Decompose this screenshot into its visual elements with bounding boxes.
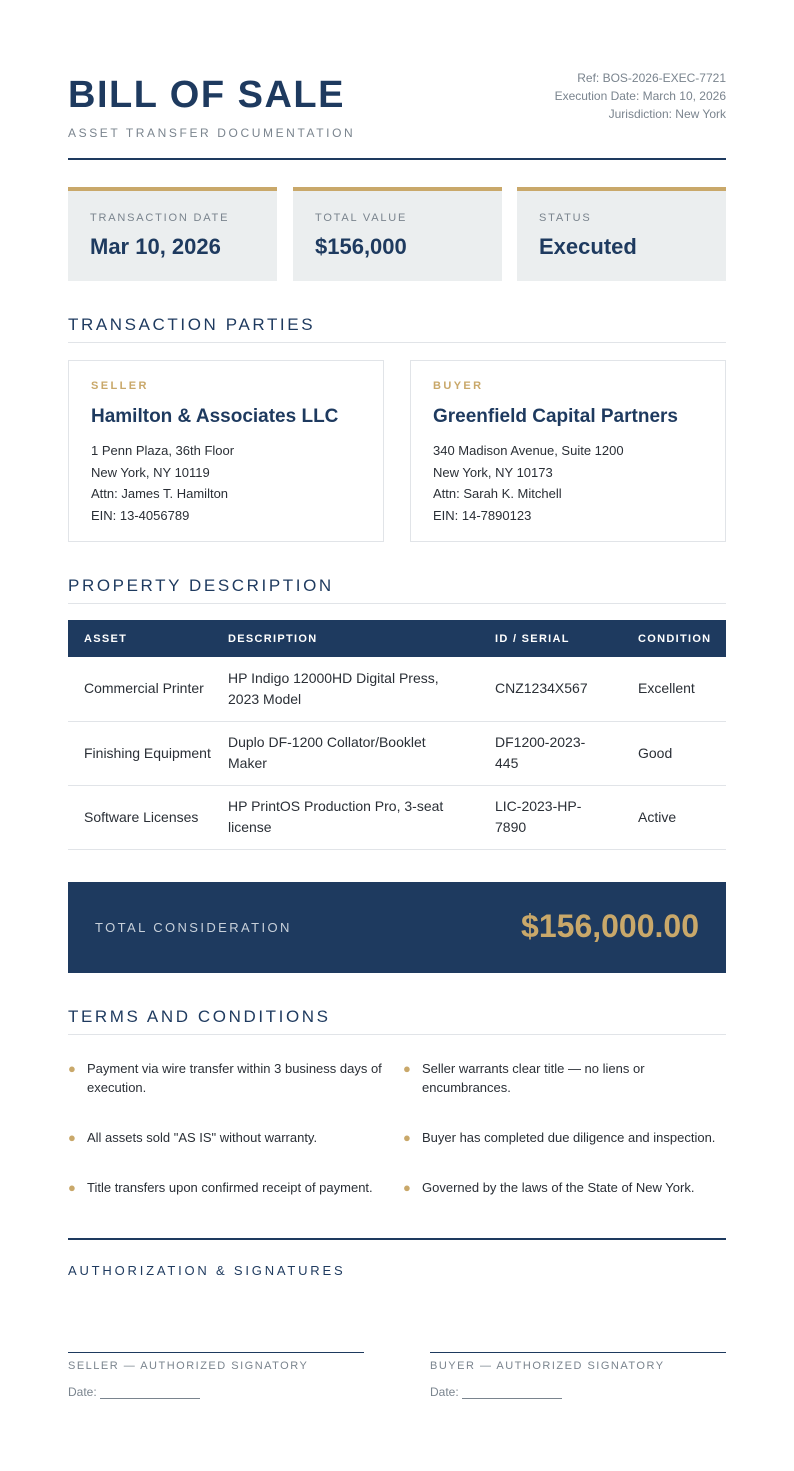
buyer-signature-label: BUYER — AUTHORIZED SIGNATORY: [430, 1360, 665, 1372]
seller-date-label: Date:: [68, 1385, 97, 1399]
column-header-condition: CONDITION: [622, 620, 726, 657]
seller-signature-line[interactable]: [68, 1352, 364, 1353]
document-title: BILL OF SALE: [68, 74, 345, 116]
buyer-details: [433, 440, 624, 526]
summary-cards: [68, 187, 726, 281]
column-header-serial: ID / SERIAL: [479, 620, 622, 657]
total-consideration-band: [68, 882, 726, 973]
buyer-signature-block: [430, 1352, 726, 1399]
table-row: [68, 721, 726, 785]
buyer-card: [410, 360, 726, 542]
seller-signature-label: SELLER — AUTHORIZED SIGNATORY: [68, 1360, 309, 1372]
reference-number: Ref: BOS-2026-EXEC-7721: [577, 71, 726, 85]
bullet-icon: ●: [403, 1061, 411, 1076]
term-item: [68, 1178, 398, 1197]
table-header-row: [68, 620, 726, 657]
serial-cell: LIC-2023-HP-7890: [479, 785, 622, 849]
description-cell: HP PrintOS Production Pro, 3-seat license: [212, 785, 479, 849]
term-item: [68, 1059, 398, 1097]
seller-attention: Attn: James T. Hamilton: [91, 486, 229, 501]
buyer-attention: Attn: Sarah K. Mitchell: [433, 486, 562, 501]
description-cell: HP Indigo 12000HD Digital Press, 2023 Model: [212, 657, 479, 721]
property-table: [68, 620, 726, 850]
buyer-role: BUYER: [433, 380, 484, 392]
buyer-signature-line[interactable]: [430, 1352, 726, 1353]
asset-cell: Software Licenses: [68, 785, 212, 849]
serial-cell: DF1200-2023-445: [479, 721, 622, 785]
seller-card: [68, 360, 384, 542]
term-text: Buyer has completed due diligence and inspection.: [422, 1130, 716, 1145]
summary-card-value: $156,000: [315, 234, 407, 259]
bullet-icon: ●: [68, 1061, 76, 1076]
condition-cell: Excellent: [622, 657, 726, 721]
signature-divider: [68, 1238, 726, 1240]
summary-card-label: STATUS: [539, 212, 592, 224]
document-header: [68, 0, 726, 160]
seller-details: [91, 440, 234, 526]
jurisdiction: Jurisdiction: New York: [608, 107, 726, 121]
table-row: [68, 785, 726, 849]
summary-card-transaction-date: [68, 187, 277, 281]
table-row: [68, 657, 726, 721]
bullet-icon: ●: [403, 1130, 411, 1145]
summary-card-label: TOTAL VALUE: [315, 212, 408, 224]
bullet-icon: ●: [68, 1130, 76, 1145]
seller-date-row: [68, 1385, 364, 1399]
seller-name: Hamilton & Associates LLC: [91, 406, 339, 427]
summary-card-total-value: [293, 187, 502, 281]
summary-card-status: [517, 187, 726, 281]
summary-card-label: TRANSACTION DATE: [90, 212, 230, 224]
buyer-date-row: [430, 1385, 726, 1399]
serial-cell: CNZ1234X567: [479, 657, 622, 721]
seller-ein: EIN: 13-4056789: [91, 507, 190, 523]
column-header-asset: ASSET: [68, 620, 212, 657]
total-consideration-label: TOTAL CONSIDERATION: [95, 920, 292, 935]
seller-role: SELLER: [91, 380, 149, 392]
summary-card-value: Executed: [539, 234, 637, 259]
term-item: [403, 1178, 733, 1197]
summary-card-value: Mar 10, 2026: [90, 234, 221, 259]
execution-date: Execution Date: March 10, 2026: [554, 89, 726, 103]
term-text: Governed by the laws of the State of New York.: [422, 1180, 695, 1195]
bullet-icon: ●: [403, 1180, 411, 1195]
seller-signature-block: [68, 1352, 364, 1399]
term-item: [68, 1128, 398, 1147]
document-meta: [555, 69, 726, 123]
term-text: All assets sold "AS IS" without warranty.: [87, 1130, 318, 1145]
seller-address-line2: New York, NY 10119: [91, 464, 210, 480]
buyer-date-field[interactable]: [462, 1386, 562, 1399]
buyer-address-line1: 340 Madison Avenue, Suite 1200: [433, 443, 624, 458]
buyer-name: Greenfield Capital Partners: [433, 406, 678, 427]
term-text: Title transfers upon confirmed receipt of payment.: [87, 1180, 373, 1195]
term-item: [403, 1059, 733, 1097]
seller-address-line1: 1 Penn Plaza, 36th Floor: [91, 443, 235, 458]
term-text: Payment via wire transfer within 3 business days of execution.: [87, 1061, 382, 1095]
parties-heading: TRANSACTION PARTIES: [68, 316, 726, 343]
buyer-address-line2: New York, NY 10173: [433, 464, 553, 480]
term-text: Seller warrants clear title — no liens or encumbrances.: [422, 1061, 645, 1095]
signatures-heading: AUTHORIZATION & SIGNATURES: [68, 1263, 346, 1278]
total-consideration-value: $156,000.00: [521, 908, 699, 944]
condition-cell: Active: [622, 785, 726, 849]
term-item: [403, 1128, 733, 1147]
description-cell: Duplo DF-1200 Collator/Booklet Maker: [212, 721, 479, 785]
property-heading: PROPERTY DESCRIPTION: [68, 577, 726, 604]
document-subtitle: ASSET TRANSFER DOCUMENTATION: [68, 126, 356, 140]
asset-cell: Commercial Printer: [68, 657, 212, 721]
terms-heading: TERMS AND CONDITIONS: [68, 1008, 726, 1035]
bullet-icon: ●: [68, 1180, 76, 1195]
column-header-description: DESCRIPTION: [212, 620, 479, 657]
buyer-ein: EIN: 14-7890123: [433, 507, 532, 523]
document: [68, 0, 726, 1399]
asset-cell: Finishing Equipment: [68, 721, 212, 785]
buyer-date-label: Date:: [430, 1385, 459, 1399]
seller-date-field[interactable]: [100, 1386, 200, 1399]
condition-cell: Good: [622, 721, 726, 785]
